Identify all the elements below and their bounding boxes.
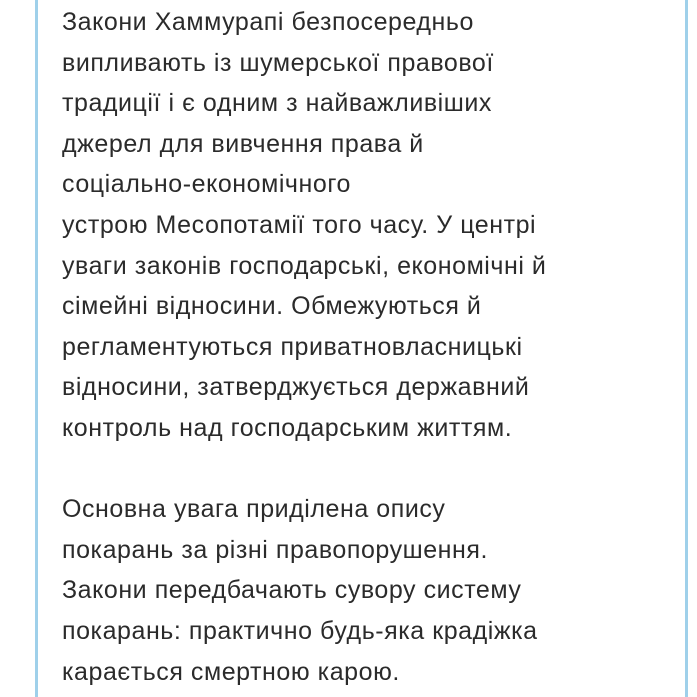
text-line: Закони передбачають сувору систему [62,576,522,605]
text-line: покарань: практично будь-яка крадіжка [62,616,538,645]
text-line: уваги законів господарські, економічні й [62,251,547,280]
text-line: покарань за різні правопорушення. [62,535,488,564]
text-line: карається смертною карою. [62,657,400,686]
paragraph-spacer [62,449,672,490]
text-line: відносини, затверджується державний [62,373,530,402]
text-line: Закони Хаммурапі безпосередньо [62,8,474,36]
paragraph-2 [62,489,672,692]
text-line: випливають із шумерської правової [62,48,494,77]
answer-text [62,2,672,692]
paragraph-1 [62,2,672,449]
text-line: сімейні відносини. Обмежуються й [62,292,482,321]
text-line: регламентуються приватновласницькі [62,332,523,361]
text-line: устрою Месопотамії того часу. У центрі [62,210,537,239]
text-line: джерел для вивчення права й [62,129,424,158]
text-line: традиції і є одним з найважливіших [62,89,492,118]
text-line: соціально-економічного [62,170,351,199]
text-line: контроль над господарським життям. [62,413,513,442]
text-line: Основна увага приділена опису [62,495,446,524]
